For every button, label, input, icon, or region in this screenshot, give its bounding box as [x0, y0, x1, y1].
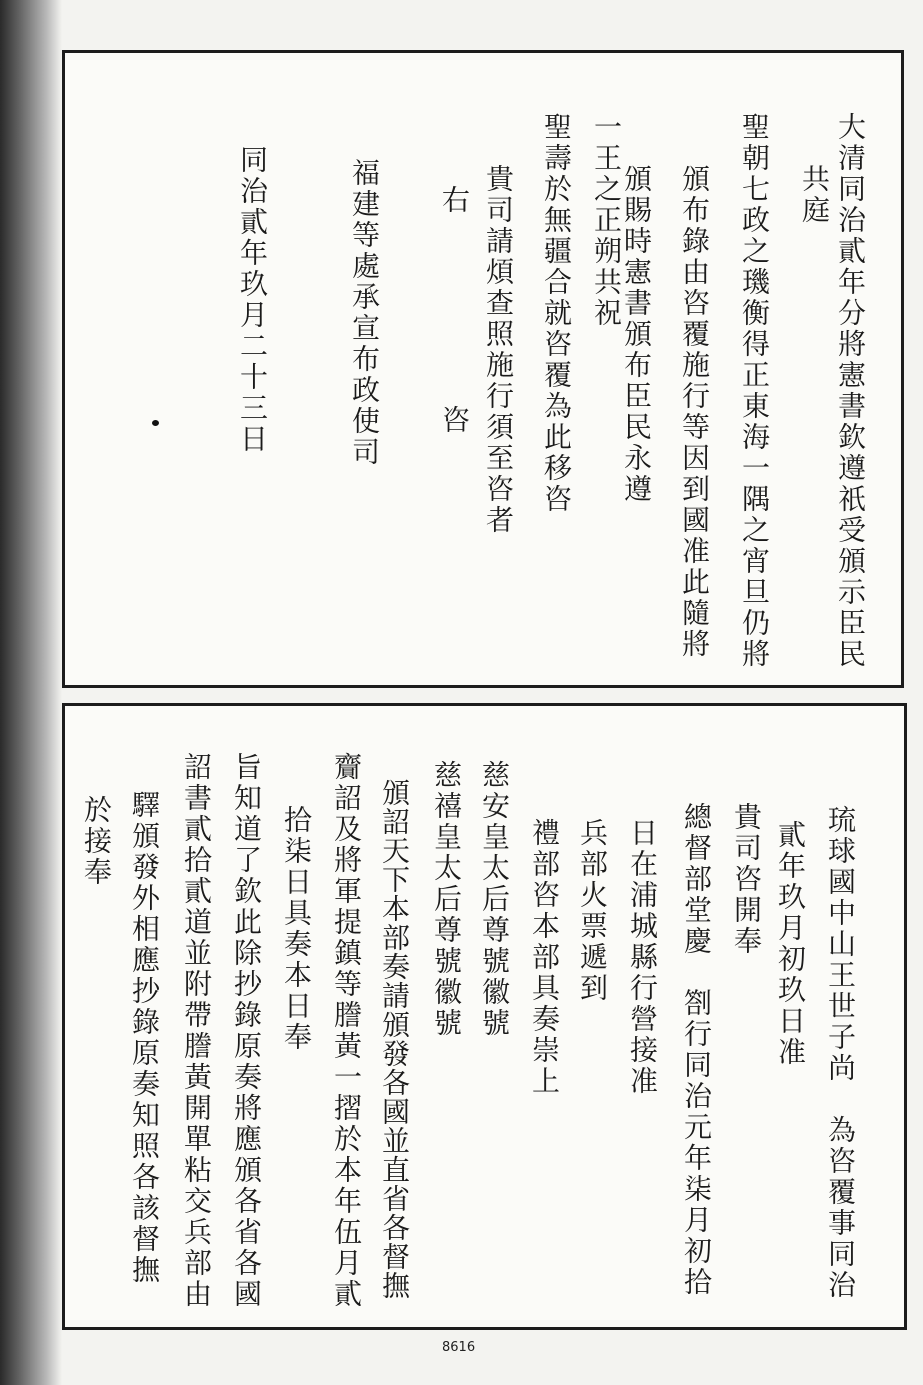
top-column-consult: 咨 [438, 405, 471, 436]
bottom-column-3: 貴司咨開奉 [730, 802, 763, 957]
binding-shadow [0, 0, 62, 1385]
bottom-column-2: 貳年玖月初玖日准 [774, 820, 807, 1068]
top-column-right: 右 [438, 185, 471, 216]
bottom-column-10: 頒詔天下本部奏請頒發各國並直省各督撫 [378, 778, 411, 1300]
bottom-column-15: 驛頒發外相應抄錄原奏知照各該督撫 [128, 790, 161, 1286]
top-column-8: 貴司請煩查照施行須至咨者 [482, 164, 515, 536]
top-column-date: 同治貳年玖月二十三日 [236, 145, 269, 455]
top-column-2: 共庭 [798, 164, 831, 226]
bottom-column-6: 兵部火票遞到 [576, 818, 609, 1004]
top-column-7: 聖壽於無疆合就咨覆為此移咨 [540, 112, 573, 515]
bottom-column-11: 齎詔及將軍提鎮等謄黃一摺於本年伍月貳 [330, 752, 363, 1310]
top-column-3: 聖朝七政之璣衡得正東海一隅之宵旦仍將 [738, 112, 771, 670]
top-column-4: 頒布錄由咨覆施行等因到國准此隨將 [678, 164, 711, 660]
page-number: 8616 [442, 1340, 476, 1355]
top-column-1: 大清同治貳年分將憲書欽遵祇受頒示臣民 [834, 112, 867, 670]
bottom-column-8: 慈安皇太后尊號徽號 [478, 760, 511, 1039]
bottom-column-13: 旨知道了欽此除抄錄原奏將應頒各省各國 [230, 752, 263, 1310]
top-column-5: 頒賜時憲書頒布臣民永遵 [620, 164, 653, 505]
bottom-column-5: 日在浦城縣行營接准 [626, 818, 659, 1097]
bottom-column-4: 總督部堂慶 劄行同治元年柒月初拾 [680, 802, 713, 1298]
bottom-column-9: 慈禧皇太后尊號徽號 [430, 760, 463, 1039]
bottom-column-7: 禮部咨本部具奏崇上 [528, 818, 561, 1097]
bottom-column-1: 琉球國中山王世子尚 為咨覆事同治 [824, 805, 857, 1301]
bottom-column-12: 拾柒日具奏本日奉 [280, 805, 313, 1053]
top-column-addressee: 福建等處承宣布政使司 [348, 158, 381, 468]
ink-dot [152, 420, 159, 426]
bottom-column-14: 詔書貳拾貳道並附帶謄黃開單粘交兵部由 [180, 752, 213, 1310]
bottom-column-16: 於接奉 [80, 795, 113, 888]
top-column-6: 一王之正朔共祝 [590, 112, 623, 329]
